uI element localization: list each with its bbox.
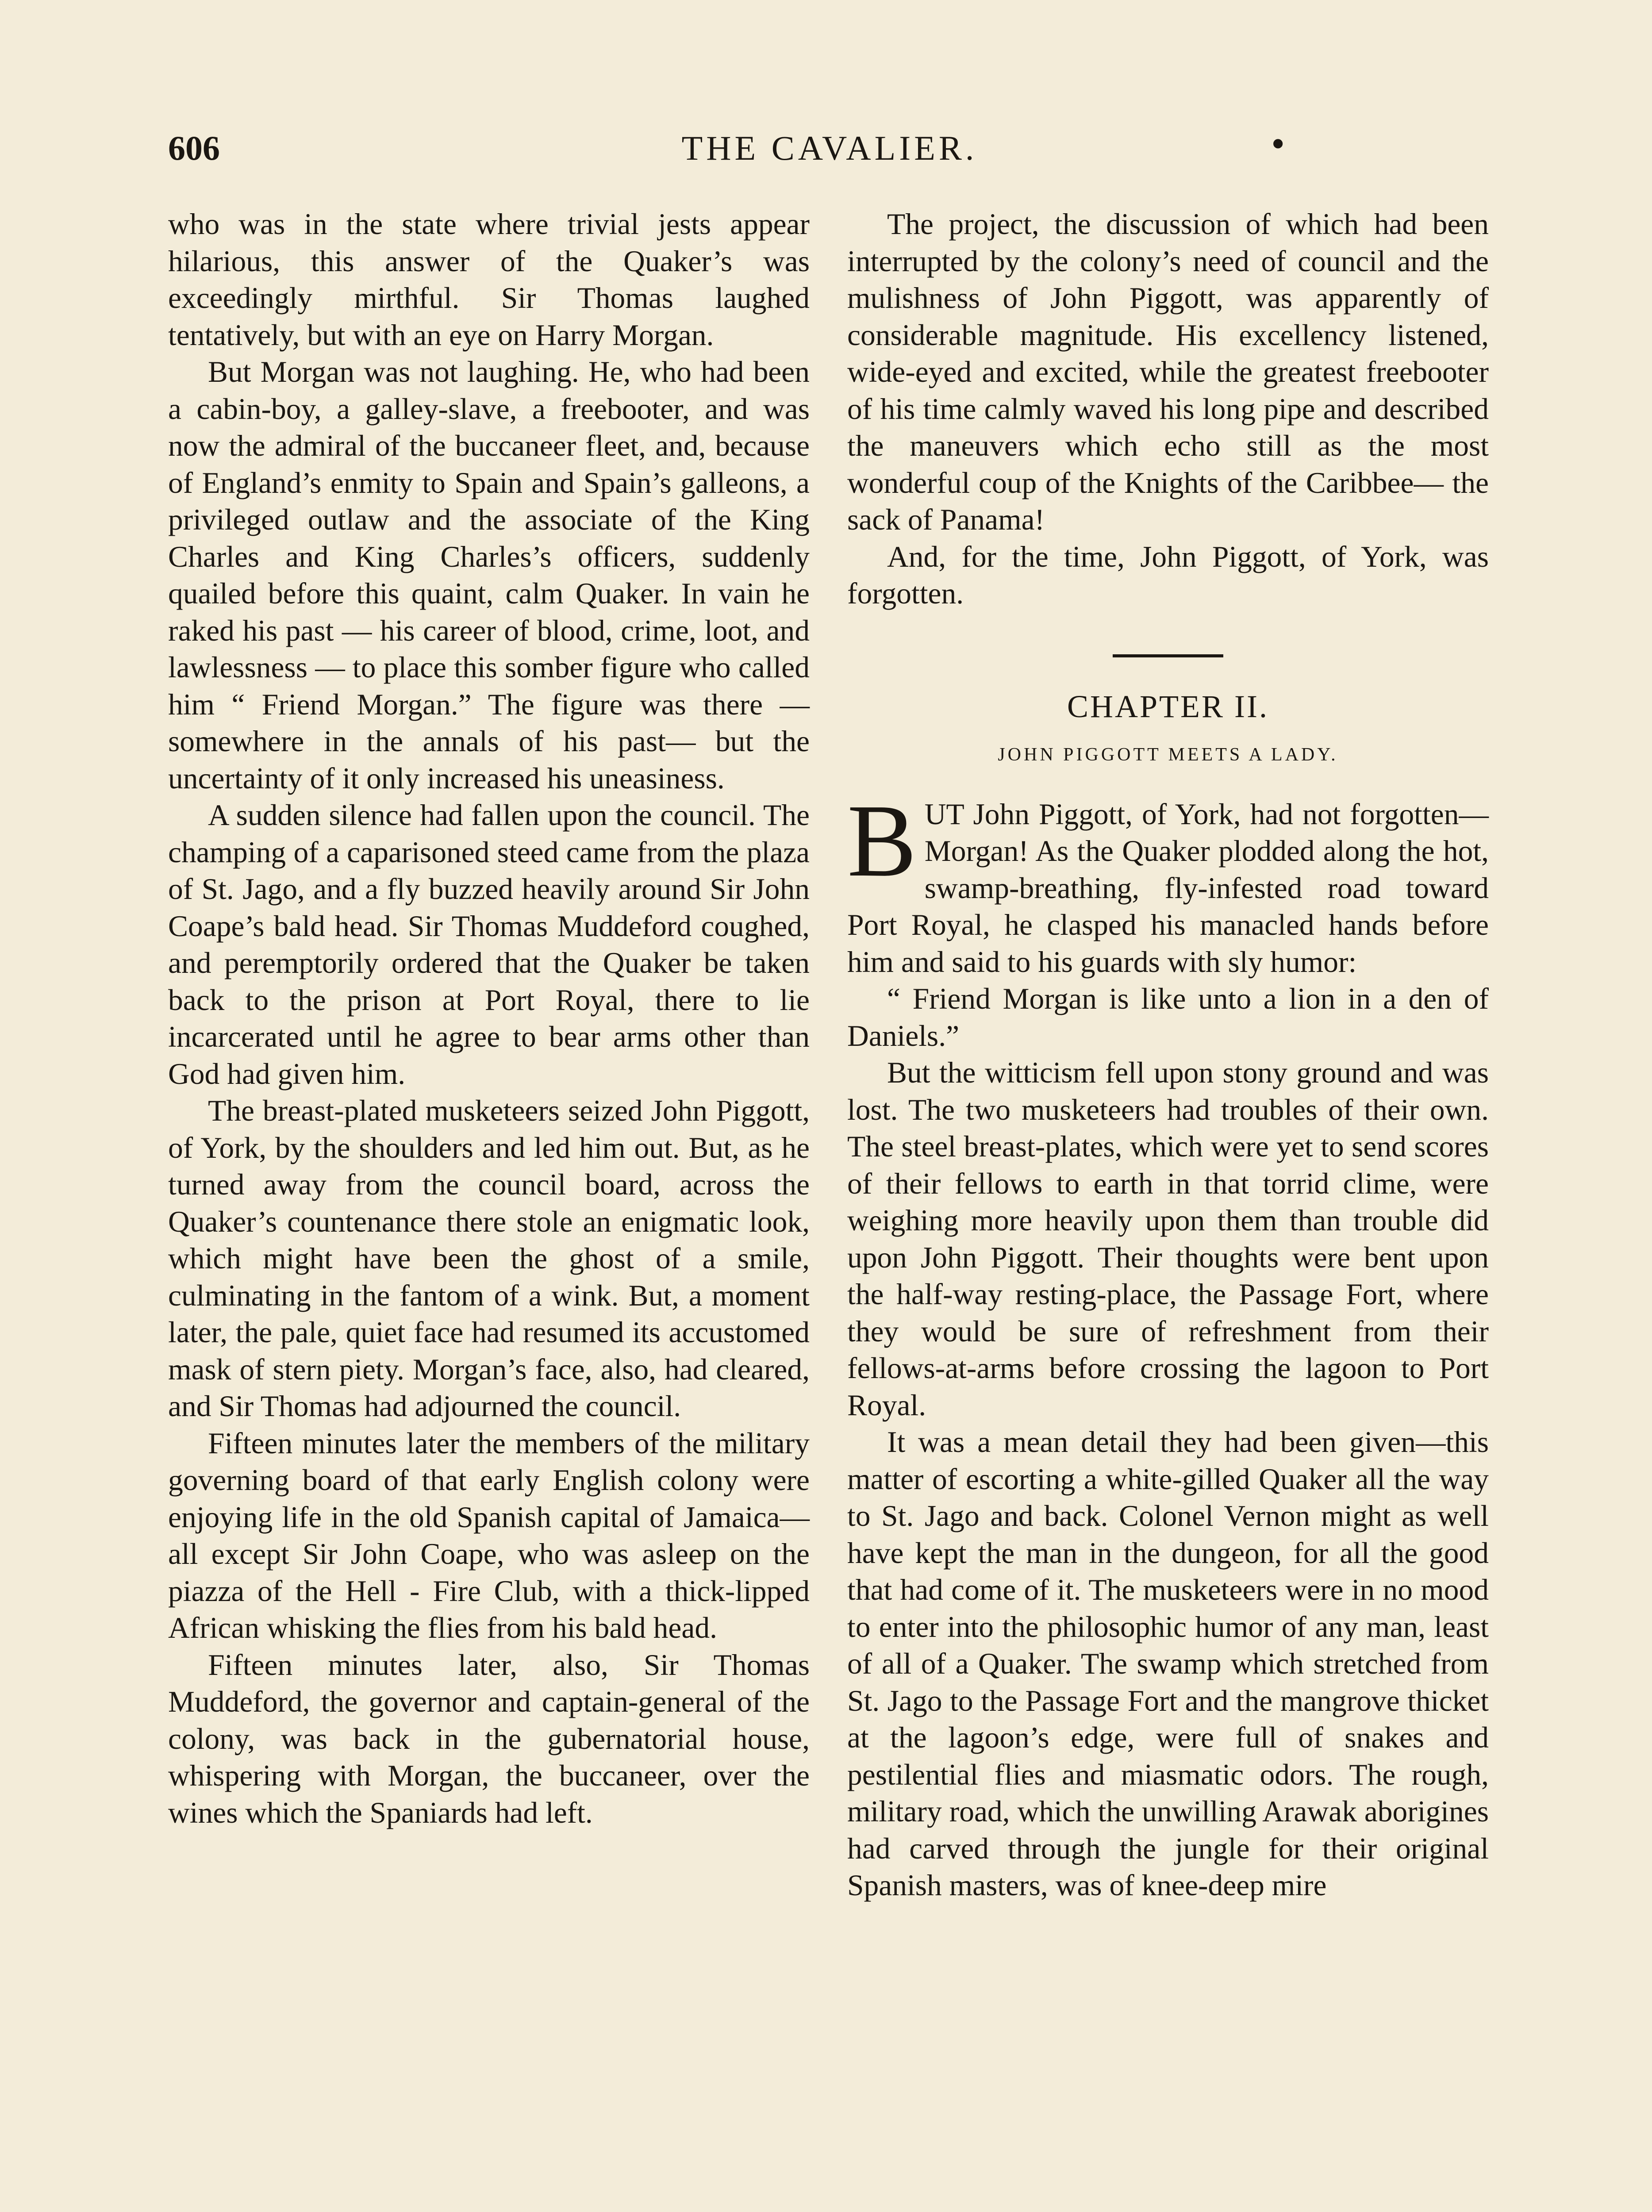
paragraph: The project, the discussion of which had been interrupted by the colony’s need of council and the mulishness of John Piggott, was apparently of considerable magnitude. His excellency listened, wide-eyed and excited, while the greatest freebooter of his time calmly waved his long pipe and described the maneuvers which echo still as the most wonderful coup of the Knights of the Caribbee— the sack of Panama! — [847, 207, 1489, 536]
right-column — [847, 206, 1489, 1904]
chapter-heading: CHAPTER II. — [1067, 688, 1269, 724]
section-divider — [1113, 654, 1223, 657]
header-dot: • — [1272, 124, 1284, 163]
paragraph: It was a mean detail they had been given—this matter of escorting a white-gilled Quaker all the way to St. Jago and back. Colonel Vernon might as well have kept the man in the dungeon, for all the good that had come of it. The musketeers were in no mood to enter into the philosophic humor of any man, least of all of a Quaker. The swamp which stretched from St. Jago to the Passage Fort and the mangrove thicket at the lagoon’s edge, were full of snakes and pestilential flies and miasmatic odors. The rough, military road, which the unwilling Arawak aborigines had carved through the jungle for their original Spanish masters, was of knee-deep mire — [847, 1425, 1489, 1902]
paragraph: The breast-plated musketeers seized John Piggott, of York, by the shoulders and led him out. But, as he turned away from the council board, across the Quaker’s countenance there stole an enigmatic look, which might have been the ghost of a smile, culminating in the fantom of a wink. But, a moment later, the pale, quiet face had resumed its accustomed mask of stern piety. Morgan’s face, also, had cleared, and Sir Thomas had adjourned the council. — [168, 1094, 810, 1423]
left-column — [168, 206, 810, 1831]
opening-text: UT John Piggott, of York, had not forgotten—Morgan! As the Quaker plodded along the hot, swamp-breathing, fly-infested road toward Port Royal, he clasped his manacled hands before him and said to his guards with sly humor: — [847, 797, 1489, 979]
page-number: 606 — [168, 129, 220, 167]
chapter-subtitle: JOHN PIGGOTT MEETS A LADY. — [998, 745, 1338, 765]
page-header — [168, 124, 1491, 181]
paragraph: And, for the time, John Piggott, of York, was forgotten. — [847, 540, 1489, 610]
chapter-opening-paragraph — [847, 783, 1489, 981]
paragraph: But the witticism fell upon stony ground and was lost. The two musketeers had troubles of their own. The steel breast-plates, which were yet to send scores of their fellows to earth in that torrid clime, were weighing more heavily upon them than trouble did upon John Piggott. Their thoughts were bent upon the half-way resting-place, the Passage Fort, where they would be sure of refreshment from their fellows-at-arms before crossing the lagoon to Port Royal. — [847, 1056, 1489, 1422]
paragraph: A sudden silence had fallen upon the council. The champing of a caparisoned steed came from the plaza of St. Jago, and a fly buzzed heavily around Sir John Coape’s bald head. Sir Thomas Muddeford coughed, and peremptorily ordered that the Quaker be taken back to the prison at Port Royal, there to lie incarcerated until he agree to bear arms other than God had given him. — [168, 799, 810, 1091]
paragraph: Fifteen minutes later, also, Sir Thomas Muddeford, the governor and captain-general of the colony, was back in the gubernatorial house, whispering with Morgan, the buccaneer, over the wines which the Spaniards had left. — [168, 1648, 810, 1829]
drop-cap: B — [847, 783, 917, 898]
paragraph: who was in the state where trivial jests appear hilarious, this answer of the Quaker’s was exceedingly mirthful. Sir Thomas laughed tentatively, but with an eye on Harry Morgan. — [168, 207, 810, 352]
magazine-title: THE CAVALIER. — [681, 129, 978, 167]
paragraph: Fifteen minutes later the members of the military governing board of that early English colony were enjoying life in the old Spanish capital of Jamaica— all except Sir John Coape, who was asleep on the piazza of the Hell - Fire Club, with a thick-lipped African whisking the flies from his bald head. — [168, 1426, 810, 1644]
paragraph: “ Friend Morgan is like unto a lion in a den of Daniels.” — [847, 982, 1489, 1052]
paragraph: But Morgan was not laughing. He, who had been a cabin-boy, a galley-slave, a freebooter, and was now the admiral of the buccaneer fleet, and, because of England’s enmity to Spain and Spain’s galleons, a privileged outlaw and the associate of the King Charles and King Charles’s officers, suddenly quailed before this quaint, calm Quaker. In vain he raked his past — his career of blood, crime, loot, and lawlessness — to place this somber figure who called him “ Friend Morgan.” The figure was there —somewhere in the annals of his past— but the uncertainty of it only increased his uneasiness. — [168, 355, 810, 795]
